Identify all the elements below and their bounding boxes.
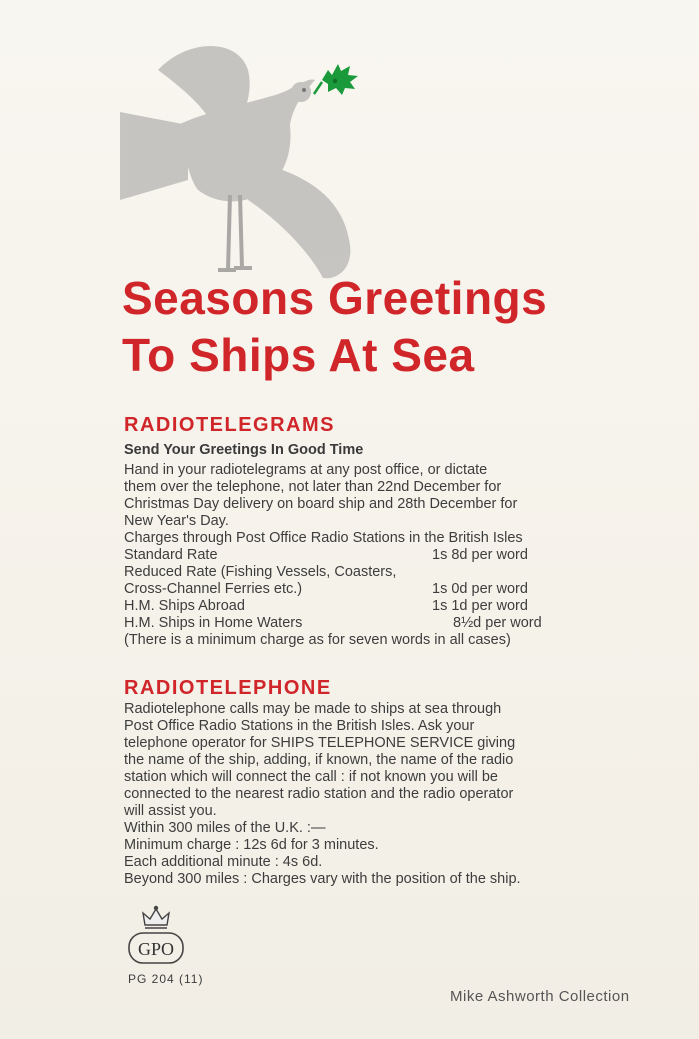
radiotelegrams-heading: RADIOTELEGRAMS	[124, 414, 335, 436]
collection-credit: Mike Ashworth Collection	[450, 988, 630, 1005]
main-content	[124, 412, 584, 888]
crown-icon	[143, 907, 169, 929]
minimum-charge-note: (There is a minimum charge as for seven words in all cases)	[124, 632, 511, 648]
charge-line: Within 300 miles of the U.K. :—	[124, 820, 326, 836]
radiotelephone-section	[124, 675, 584, 888]
rate-row	[124, 547, 584, 564]
rate-label: H.M. Ships in Home Waters	[124, 615, 303, 631]
rate-label: Cross-Channel Ferries etc.)	[124, 581, 303, 597]
body-line: connected to the nearest radio station and the radio operator	[124, 786, 514, 802]
rate-label: Reduced Rate (Fishing Vessels, Coasters,	[124, 564, 397, 580]
radiotelegrams-section	[124, 412, 584, 649]
charges-intro: Charges through Post Office Radio Stations in the British Isles	[124, 530, 523, 546]
holly-leaf-icon	[308, 58, 360, 102]
radiotelephone-heading: RADIOTELEPHONE	[124, 677, 332, 699]
gpo-logo	[125, 903, 187, 973]
charge-line: Minimum charge : 12s 6d for 3 minutes.	[124, 837, 379, 853]
rate-value: 1s 8d per word	[432, 547, 528, 563]
radiotelegrams-subheading: Send Your Greetings In Good Time	[124, 442, 364, 458]
charge-line: Beyond 300 miles : Charges vary with the position of the ship.	[124, 871, 521, 887]
intro-line: New Year's Day.	[124, 513, 229, 529]
body-line: telephone operator for SHIPS TELEPHONE SERVICE giving	[124, 735, 516, 751]
rate-row	[124, 564, 584, 581]
rate-row	[124, 581, 584, 598]
title-line-1: Seasons Greetings	[122, 272, 548, 324]
body-line: Radiotelephone calls may be made to ships at sea through	[124, 701, 502, 717]
rate-row	[124, 598, 584, 615]
body-line: station which will connect the call : if not known you will be	[124, 769, 498, 785]
form-code: PG 204 (11)	[128, 972, 204, 986]
body-line: Post Office Radio Stations in the British Isles. Ask your	[124, 718, 475, 734]
body-line: the name of the ship, adding, if known, the name of the radio	[124, 752, 514, 768]
body-line: will assist you.	[124, 803, 217, 819]
gpo-logo-text: GPO	[137, 939, 175, 959]
intro-line: Hand in your radiotelegrams at any post office, or dictate	[124, 462, 488, 478]
rate-label: Standard Rate	[124, 547, 218, 563]
intro-line: them over the telephone, not later than 22nd December for	[124, 479, 502, 495]
intro-line: Christmas Day delivery on board ship and 28th December for	[124, 496, 518, 512]
rate-label: H.M. Ships Abroad	[124, 598, 245, 614]
rate-value: 8½d per word	[453, 615, 542, 631]
charge-line: Each additional minute : 4s 6d.	[124, 854, 323, 870]
rate-value: 1s 1d per word	[432, 598, 528, 614]
title-line-2: To Ships At Sea	[122, 329, 475, 381]
page-title	[122, 270, 547, 384]
rate-row	[124, 615, 584, 632]
rate-value: 1s 0d per word	[432, 581, 528, 597]
